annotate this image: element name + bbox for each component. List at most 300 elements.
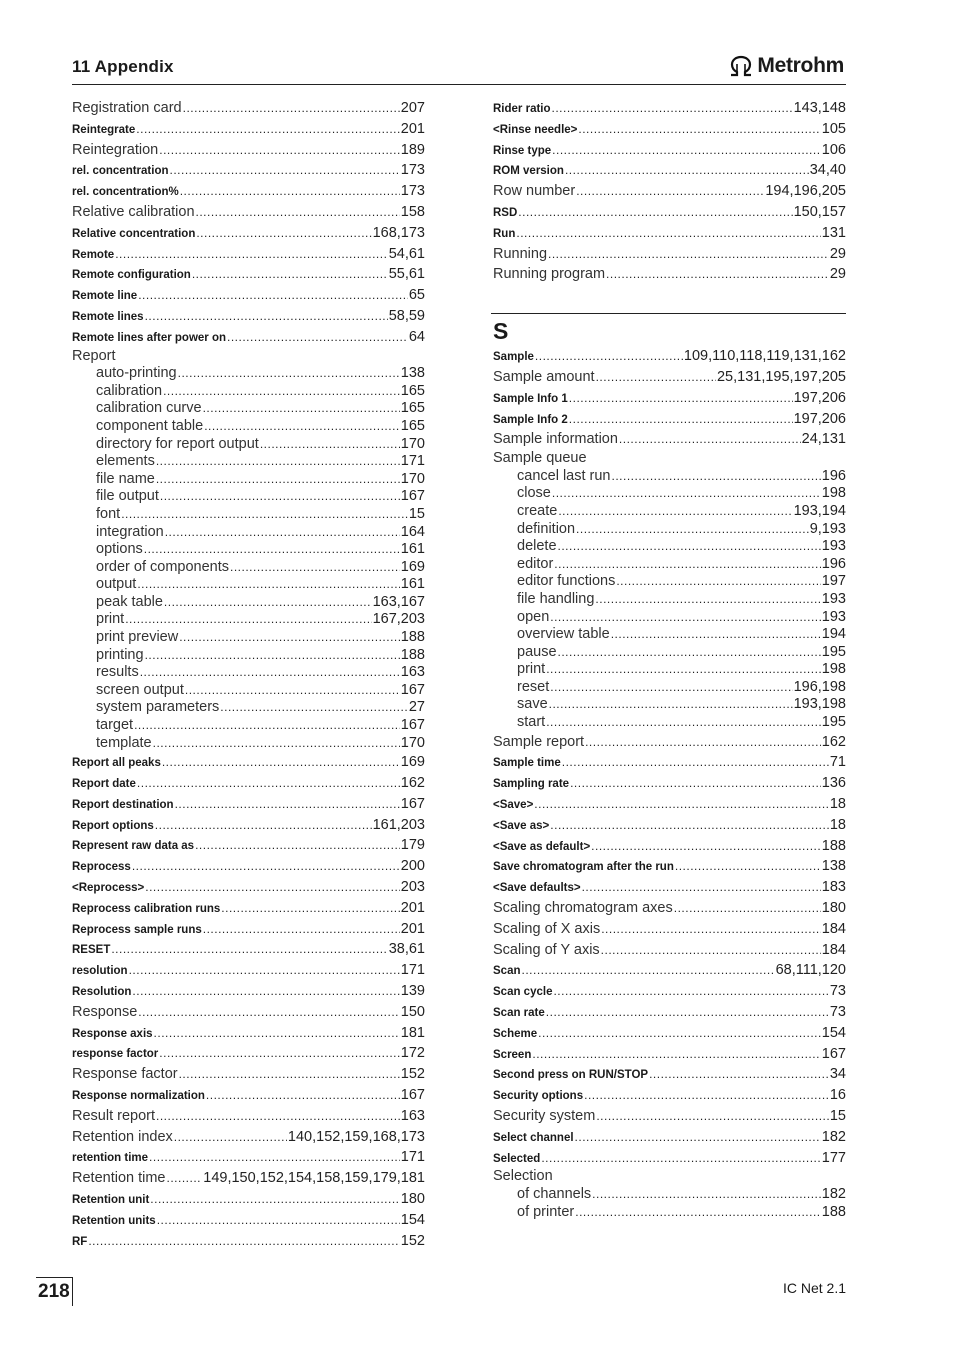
- dot-leader: [558, 644, 821, 662]
- index-pages: 188: [821, 1203, 846, 1220]
- index-pages: 201: [400, 120, 425, 137]
- index-pages: 194: [821, 626, 846, 643]
- dot-leader: [136, 119, 400, 140]
- index-pages: 138: [821, 858, 846, 875]
- index-entry: [72, 794, 425, 815]
- index-pages: 203: [400, 879, 425, 895]
- index-entry: [493, 556, 846, 574]
- dot-leader: [159, 140, 400, 161]
- index-entry: [72, 752, 425, 773]
- dot-leader: [164, 594, 372, 612]
- dot-leader: [203, 919, 400, 940]
- index-term: Report destination: [72, 798, 174, 811]
- dot-leader: [196, 223, 371, 244]
- index-pages: 196: [821, 467, 846, 484]
- index-pages: 15: [829, 1108, 846, 1124]
- index-term: Response: [72, 1003, 138, 1020]
- index-term: Rinse type: [493, 144, 552, 157]
- index-term: Save chromatogram after the run: [493, 861, 674, 874]
- index-term: Sample: [493, 351, 534, 364]
- index-entry: [72, 140, 425, 161]
- index-term: Reintegration: [72, 141, 159, 158]
- index-term: Retention time: [72, 1170, 166, 1187]
- dot-leader: [569, 409, 793, 430]
- index-pages: 152: [400, 1066, 425, 1083]
- index-pages: 73: [829, 983, 846, 1000]
- dot-leader: [518, 202, 792, 223]
- index-section-s: [493, 346, 846, 1221]
- index-pages: 165: [400, 400, 425, 417]
- dot-leader: [183, 98, 400, 119]
- index-pages: 161: [400, 541, 425, 558]
- index-pages: 161,203: [372, 816, 425, 833]
- index-entry: [493, 119, 846, 140]
- index-term: <Reprocess>: [72, 882, 145, 894]
- dot-leader: [576, 181, 764, 202]
- index-entry: [72, 576, 425, 594]
- dot-leader: [156, 453, 400, 471]
- index-entry: [72, 383, 425, 401]
- index-entry: [72, 98, 425, 119]
- index-entry: [72, 327, 425, 348]
- index-entry: [72, 1147, 425, 1168]
- index-term: Sample report: [493, 733, 585, 750]
- dot-leader: [167, 1168, 203, 1189]
- index-entry: [493, 1148, 846, 1169]
- dot-leader: [145, 306, 388, 327]
- index-term: close: [517, 485, 551, 502]
- index-pages: 162: [821, 733, 846, 750]
- dot-leader: [206, 1085, 400, 1106]
- index-term: Selected: [493, 1152, 541, 1165]
- dot-leader: [179, 629, 400, 647]
- index-entry: [493, 1186, 846, 1204]
- dot-leader: [550, 609, 821, 627]
- index-pages: 58,59: [388, 307, 425, 324]
- index-pages: 158: [400, 203, 425, 220]
- omega-logo-icon: [728, 55, 754, 77]
- index-entry: [72, 506, 425, 524]
- index-pages: 136: [821, 775, 846, 792]
- index-entry: [493, 1127, 846, 1148]
- index-term: Sample time: [493, 757, 561, 770]
- index-entry: [72, 1085, 425, 1106]
- index-entry: [493, 877, 846, 898]
- index-term: Security options: [493, 1090, 584, 1103]
- index-term: RESET: [72, 944, 111, 957]
- index-entry: [493, 752, 846, 773]
- index-pages: 164: [400, 523, 425, 540]
- index-term: Sample information: [493, 431, 618, 448]
- index-entry: [72, 524, 425, 542]
- index-entry: [72, 471, 425, 489]
- index-entry: [72, 119, 425, 140]
- index-entry: [72, 877, 425, 898]
- index-pages: 184: [821, 920, 846, 937]
- index-pages: 193,194: [793, 502, 846, 519]
- index-term: RF: [72, 1235, 88, 1248]
- index-entry: [72, 400, 425, 418]
- brand-logo: [728, 54, 844, 78]
- index-pages: 196: [821, 555, 846, 572]
- index-pages: 163: [400, 1107, 425, 1124]
- section-letter: S: [493, 318, 509, 345]
- index-term: system parameters: [96, 699, 220, 716]
- index-entry: [493, 503, 846, 521]
- index-entry: [72, 939, 425, 960]
- dot-leader: [565, 160, 809, 181]
- index-entry: [493, 485, 846, 503]
- index-pages: 182: [821, 1185, 846, 1202]
- index-term: template: [96, 734, 152, 751]
- index-term: Result report: [72, 1107, 156, 1124]
- index-term: file output: [96, 488, 159, 505]
- index-entry: [72, 365, 425, 383]
- index-term: Remote: [72, 248, 115, 261]
- dot-leader: [595, 591, 820, 609]
- index-pages: 109,110,118,119,131,162: [683, 348, 846, 365]
- index-term: Screen: [493, 1048, 532, 1061]
- index-pages: 105: [821, 120, 846, 137]
- index-entry: [72, 1043, 425, 1064]
- index-term: elements: [96, 453, 155, 470]
- index-entry: [72, 348, 425, 366]
- dot-leader: [185, 682, 400, 700]
- dot-leader: [125, 611, 371, 629]
- dot-leader: [562, 752, 829, 773]
- index-pages: 106: [821, 141, 846, 158]
- dot-leader: [534, 794, 829, 815]
- index-term: screen output: [96, 681, 184, 698]
- index-pages: 149,150,152,154,158,159,179,181: [203, 1170, 425, 1187]
- dot-leader: [522, 960, 775, 981]
- index-term: <Save defaults>: [493, 882, 581, 895]
- index-pages: 55,61: [388, 266, 425, 283]
- product-name: IC Net 2.1: [782, 1280, 846, 1296]
- dot-leader: [88, 1231, 399, 1252]
- index-term: create: [517, 502, 558, 519]
- index-pages: 189: [400, 141, 425, 158]
- index-pages: 34,40: [809, 162, 846, 179]
- index-pages: 143,148: [793, 100, 846, 116]
- dot-leader: [549, 696, 793, 714]
- dot-leader: [155, 815, 372, 836]
- index-term: Scan cycle: [493, 986, 553, 999]
- index-pages: 25,131,195,197,205: [716, 368, 846, 385]
- index-term: Registration card: [72, 100, 182, 116]
- index-entry: [72, 898, 425, 919]
- dot-leader: [121, 506, 408, 524]
- index-term: Reprocess: [72, 861, 131, 874]
- dot-leader: [611, 626, 821, 644]
- index-term: Remote line: [72, 290, 138, 303]
- index-pages: 54,61: [388, 245, 425, 262]
- index-entry: [72, 1210, 425, 1231]
- dot-leader: [552, 485, 821, 503]
- dot-leader: [585, 732, 821, 753]
- dot-leader: [196, 202, 400, 223]
- index-term: printing: [96, 646, 144, 663]
- index-pages: 68,111,120: [775, 962, 846, 979]
- index-entry: [72, 1023, 425, 1044]
- index-term: Selection: [493, 1168, 553, 1185]
- index-entry: [493, 1064, 846, 1085]
- dot-leader: [144, 541, 400, 559]
- dot-leader: [203, 400, 400, 418]
- index-pages: 154: [400, 1211, 425, 1228]
- index-term: cancel last run: [517, 467, 611, 484]
- index-pages: 195: [821, 714, 846, 731]
- index-section-r-continued: [493, 98, 846, 285]
- index-term: calibration curve: [96, 400, 202, 417]
- index-entry: [493, 140, 846, 161]
- dot-leader: [159, 1043, 400, 1064]
- dot-leader: [606, 264, 829, 285]
- index-entry: [493, 981, 846, 1002]
- index-pages: 171: [400, 962, 425, 979]
- index-pages: 16: [829, 1087, 846, 1104]
- index-term: Represent raw data as: [72, 840, 195, 853]
- index-term: Report all peaks: [72, 757, 161, 770]
- index-entry: [72, 735, 425, 753]
- index-entry: [72, 815, 425, 836]
- index-pages: 154: [821, 1024, 846, 1041]
- index-entry: [493, 538, 846, 556]
- dot-leader: [582, 877, 821, 898]
- dot-leader: [516, 223, 820, 244]
- dot-leader: [156, 1106, 400, 1127]
- index-term: integration: [96, 523, 164, 540]
- index-term: Scan rate: [493, 1007, 545, 1020]
- index-pages: 200: [400, 858, 425, 875]
- index-pages: 131: [821, 224, 846, 241]
- index-pages: 193: [821, 608, 846, 625]
- dot-leader: [179, 1064, 400, 1085]
- index-pages: 150,157: [793, 203, 846, 220]
- dot-leader: [111, 939, 387, 960]
- index-pages: 29: [829, 266, 846, 283]
- index-entry: [72, 418, 425, 436]
- index-term: Report options: [72, 819, 154, 832]
- dot-leader: [138, 1002, 400, 1023]
- index-entry: [493, 626, 846, 644]
- index-pages: 168,173: [372, 224, 425, 241]
- index-entry: [72, 244, 425, 265]
- index-pages: 195: [821, 643, 846, 660]
- section-divider: [491, 313, 846, 314]
- index-term: Reintegrate: [72, 123, 136, 136]
- index-pages: 182: [821, 1128, 846, 1145]
- index-pages: 163,167: [372, 593, 425, 610]
- index-entry: [72, 223, 425, 244]
- index-term: font: [96, 505, 121, 522]
- dot-leader: [140, 664, 400, 682]
- index-entry: [72, 541, 425, 559]
- page-number: 218: [38, 1281, 70, 1302]
- index-term: Retention unit: [72, 1193, 150, 1206]
- dot-leader: [180, 181, 400, 202]
- index-pages: 198: [821, 485, 846, 502]
- index-pages: 177: [821, 1149, 846, 1166]
- dot-leader: [178, 365, 400, 383]
- index-term: file name: [96, 470, 155, 487]
- index-entry: [493, 679, 846, 697]
- index-entry: [493, 591, 846, 609]
- index-term: <Rinse needle>: [493, 123, 578, 136]
- index-entry: [72, 306, 425, 327]
- index-pages: 171: [400, 1149, 425, 1166]
- index-pages: 73: [829, 1004, 846, 1021]
- index-term: Scaling chromatogram axes: [493, 900, 673, 917]
- index-term: Retention index: [72, 1128, 173, 1145]
- index-term: Security system: [493, 1108, 596, 1124]
- index-term: of printer: [517, 1203, 575, 1220]
- index-pages: 188: [400, 629, 425, 646]
- dot-leader: [575, 1127, 821, 1148]
- index-term: Sample Info 1: [493, 392, 568, 405]
- index-pages: 167: [400, 488, 425, 505]
- index-term: Resolution: [72, 985, 132, 998]
- index-entry: [72, 981, 425, 1002]
- dot-leader: [174, 1127, 287, 1148]
- index-pages: 173: [400, 162, 425, 179]
- index-pages: 167,203: [372, 611, 425, 628]
- index-entry: [72, 264, 425, 285]
- index-term: definition: [517, 520, 576, 537]
- index-entry: [493, 1106, 846, 1127]
- index-entry: [72, 1168, 425, 1189]
- dot-leader: [675, 856, 821, 877]
- index-term: Response axis: [72, 1027, 153, 1040]
- index-term: <Save as>: [493, 819, 550, 832]
- index-pages: 196,198: [793, 678, 846, 695]
- index-pages: 198: [821, 661, 846, 678]
- dot-leader: [649, 1064, 829, 1085]
- index-entry: [72, 436, 425, 454]
- index-term: Select channel: [493, 1131, 574, 1144]
- index-pages: 184: [821, 941, 846, 958]
- logo-wordmark: Metrohm: [757, 54, 844, 77]
- index-entry: [72, 717, 425, 735]
- index-term: Sampling rate: [493, 778, 570, 791]
- dot-leader: [260, 436, 400, 454]
- dot-leader: [674, 898, 821, 919]
- index-pages: 172: [400, 1045, 425, 1062]
- dot-leader: [538, 1023, 821, 1044]
- dot-leader: [601, 919, 821, 940]
- dot-leader: [554, 556, 821, 574]
- index-term: Report: [72, 347, 116, 364]
- index-pages: 181: [400, 1024, 425, 1041]
- dot-leader: [553, 981, 828, 1002]
- index-term: Remote lines: [72, 310, 144, 323]
- index-column-right: [493, 98, 846, 1221]
- index-term: results: [96, 664, 139, 681]
- index-term: save: [517, 696, 548, 713]
- index-term: file handling: [517, 590, 595, 607]
- index-entry: [72, 773, 425, 794]
- index-entry: [493, 223, 846, 244]
- index-term: Row number: [493, 183, 576, 200]
- dot-leader: [596, 367, 716, 388]
- index-pages: 34: [829, 1066, 846, 1083]
- index-entry: [72, 1189, 425, 1210]
- dot-leader: [175, 794, 400, 815]
- dot-leader: [596, 1106, 829, 1127]
- dot-leader: [195, 835, 400, 856]
- index-entry: [493, 919, 846, 940]
- index-term: <Save>: [493, 799, 534, 812]
- index-pages: 161: [400, 576, 425, 593]
- index-entry: [493, 1168, 846, 1186]
- dot-leader: [170, 160, 400, 181]
- index-term: print: [96, 611, 125, 628]
- dot-leader: [149, 1147, 400, 1168]
- dot-leader: [535, 346, 683, 367]
- index-pages: 165: [400, 382, 425, 399]
- dot-leader: [132, 981, 399, 1002]
- index-pages: 197,206: [793, 410, 846, 427]
- index-term: Report date: [72, 778, 136, 791]
- index-term: pause: [517, 643, 557, 660]
- index-pages: 167: [400, 681, 425, 698]
- dot-leader: [230, 559, 400, 577]
- index-pages: 170: [400, 470, 425, 487]
- index-entry: [493, 1204, 846, 1222]
- index-entry: [72, 629, 425, 647]
- dot-leader: [154, 1023, 400, 1044]
- dot-leader: [619, 429, 801, 450]
- index-pages: 197,206: [793, 389, 846, 406]
- index-term: editor: [517, 555, 554, 572]
- index-pages: 162: [400, 775, 425, 792]
- index-entry: [493, 661, 846, 679]
- dot-leader: [165, 524, 400, 542]
- dot-leader: [138, 285, 408, 306]
- dot-leader: [192, 264, 388, 285]
- index-term: Scan: [493, 965, 521, 978]
- index-term: rel. concentration: [72, 165, 169, 178]
- dot-leader: [227, 327, 408, 348]
- dot-leader: [532, 1044, 820, 1065]
- index-entry: [493, 346, 846, 367]
- index-entry: [493, 696, 846, 714]
- index-term: retention time: [72, 1152, 149, 1165]
- dot-leader: [162, 752, 400, 773]
- index-term: <Save as default>: [493, 840, 591, 853]
- index-entry: [72, 699, 425, 717]
- index-entry: [72, 682, 425, 700]
- index-pages: 171: [400, 453, 425, 470]
- index-entry: [72, 453, 425, 471]
- dot-leader: [137, 773, 400, 794]
- dot-leader: [541, 1148, 820, 1169]
- index-entry: [493, 202, 846, 223]
- index-pages: 170: [400, 734, 425, 751]
- index-term: Relative concentration: [72, 227, 196, 240]
- index-entry: [72, 919, 425, 940]
- dot-leader: [550, 815, 829, 836]
- index-entry: [72, 1064, 425, 1085]
- index-pages: 140,152,159,168,173: [287, 1128, 425, 1145]
- dot-leader: [546, 1002, 829, 1023]
- dot-leader: [546, 661, 821, 679]
- index-entry: [72, 160, 425, 181]
- index-term: target: [96, 717, 134, 734]
- index-pages: 183: [821, 879, 846, 896]
- dot-leader: [137, 576, 399, 594]
- index-pages: 193,198: [793, 696, 846, 713]
